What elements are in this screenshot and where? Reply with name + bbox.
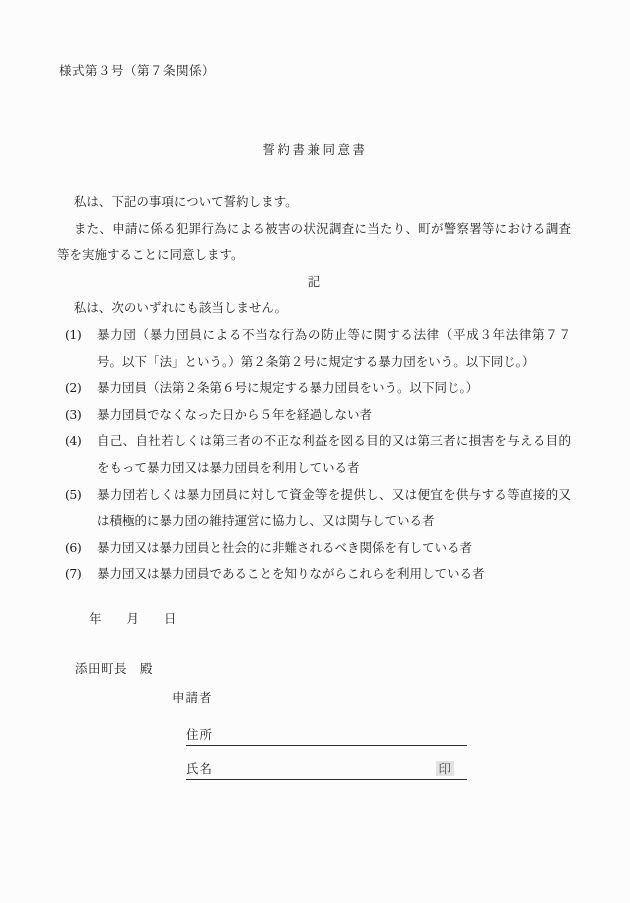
- date-line: [89, 611, 177, 626]
- address-label: 住所: [186, 727, 214, 742]
- list-item: [65, 561, 571, 588]
- consent-paragraph: また、申請に係る犯罪行為による被害の状況調査に当たり、町が警察署等における調査等を実施することに同意します。: [57, 220, 571, 263]
- item-number: (6): [65, 539, 82, 555]
- name-field: [186, 761, 467, 780]
- address-field: [186, 727, 467, 746]
- list-item: [65, 375, 571, 402]
- item-number: (7): [65, 566, 82, 582]
- item-text: 暴力団（暴力団員による不当な行為の防止等に関する法律（平成３年法律第７７号。以下「法」という。）第２条第２号に規定する暴力団をいう。以下同じ。）: [97, 326, 571, 369]
- pledge-paragraph: 私は、下記の事項について誓約します。: [73, 194, 298, 209]
- lead-sentence: 私は、次のいずれにも該当しません。: [73, 300, 288, 316]
- section-marker: 記: [307, 273, 321, 289]
- applicant-label: 申請者: [172, 690, 213, 705]
- item-number: (1): [65, 326, 82, 342]
- item-text: 暴力団若しくは暴力団員に対して資金等を提供し、又は便宜を供与する等直接的又は積極的に暴力団の維持運営に協力し、又は関与している者: [97, 486, 571, 529]
- item-text: 暴力団又は暴力団員と社会的に非難されるべき関係を有している者: [97, 539, 473, 555]
- month-label: 月: [126, 611, 140, 626]
- item-text: 暴力団員でなくなった日から５年を経過しない者: [97, 406, 373, 422]
- document-body: [57, 189, 571, 588]
- year-label: 年: [89, 611, 102, 626]
- item-text: 暴力団又は暴力団員であることを知りながらこれらを利用している者: [97, 566, 485, 582]
- day-label: 日: [164, 611, 177, 626]
- document-title: 誓約書兼同意書: [262, 142, 368, 157]
- item-list: [57, 322, 571, 588]
- item-text: 暴力団員（法第２条第６号に規定する暴力団員をいう。以下同じ。）: [97, 380, 479, 396]
- seal-mark: 印: [438, 761, 452, 776]
- list-item: [65, 428, 571, 481]
- form-number: 様式第３号（第７条関係）: [59, 63, 216, 78]
- addressee: 添田町長 殿: [75, 661, 154, 676]
- item-number: (3): [65, 406, 82, 422]
- item-number: (2): [65, 380, 82, 396]
- list-item: [65, 482, 571, 535]
- list-item: [65, 322, 571, 375]
- item-text: 自己、自社若しくは第三者の不正な利益を図る目的又は第三者に損害を与える目的をもって暴力団又は暴力団員を利用している者: [97, 433, 571, 475]
- item-number: (4): [65, 433, 82, 449]
- list-item: [65, 535, 571, 562]
- name-label: 氏名: [186, 761, 214, 776]
- list-item: [65, 402, 571, 429]
- item-number: (5): [65, 486, 82, 502]
